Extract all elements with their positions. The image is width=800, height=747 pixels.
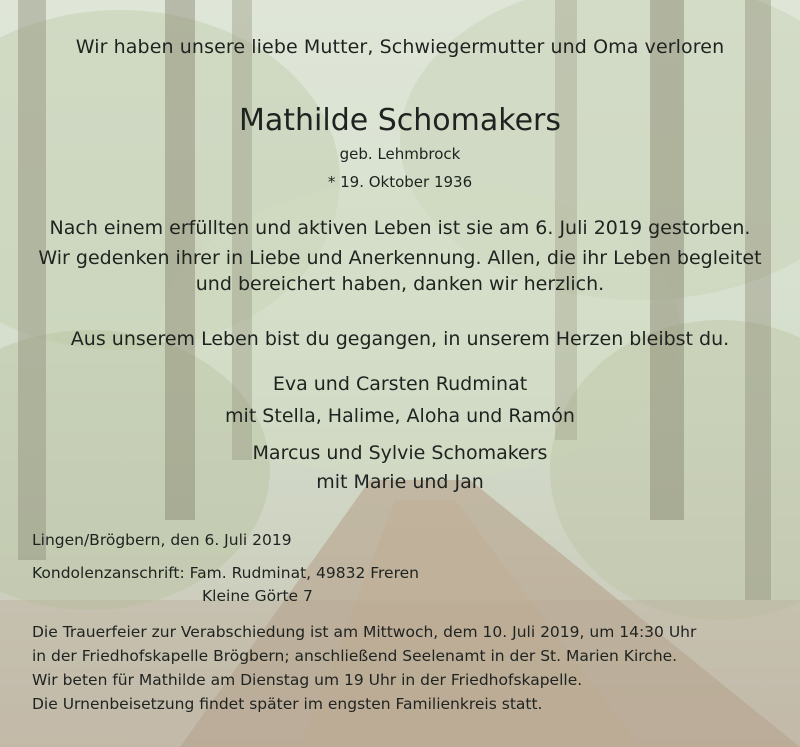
funeral-line: in der Friedhofskapelle Brögbern; anschließend Seelenamt in der St. Marien Kirche.	[32, 647, 678, 665]
funeral-line: Die Urnenbeisetzung findet später im engsten Familienkreis statt.	[32, 695, 543, 713]
memorial-quote: Aus unserem Leben bist du gegangen, in unserem Herzen bleibst du.	[70, 328, 730, 350]
condolence-street: Kleine Görte 7	[202, 587, 313, 605]
funeral-line: Die Trauerfeier zur Verabschiedung ist am Mittwoch, dem 10. Juli 2019, um 14:30 Uhr	[32, 623, 697, 641]
family-member-line: Eva und Carsten Rudminat	[272, 373, 528, 395]
place-date: Lingen/Brögbern, den 6. Juli 2019	[32, 531, 292, 549]
family-member-line: mit Marie und Jan	[316, 471, 484, 493]
deceased-name: Mathilde Schomakers	[239, 103, 561, 138]
thanks-line-2: und bereichert haben, danken wir herzlich.	[195, 273, 605, 295]
family-member-line: Marcus und Sylvie Schomakers	[252, 442, 548, 464]
funeral-line: Wir beten für Mathilde am Dienstag um 19 Uhr in der Friedhofskapelle.	[32, 671, 583, 689]
birth-date: * 19. Oktober 1936	[327, 173, 473, 191]
thanks-line-1: Wir gedenken ihrer in Liebe und Anerkennung. Allen, die ihr Leben begleitet	[38, 247, 762, 269]
maiden-name: geb. Lehmbrock	[339, 145, 461, 163]
notice-header: Wir haben unsere liebe Mutter, Schwiegermutter und Oma verloren	[75, 36, 725, 58]
passing-statement: Nach einem erfüllten und aktiven Leben ist sie am 6. Juli 2019 gestorben.	[49, 217, 751, 239]
condolence-address: Kondolenzanschrift: Fam. Rudminat, 49832 Freren	[32, 564, 419, 582]
family-member-line: mit Stella, Halime, Aloha und Ramón	[225, 405, 575, 427]
